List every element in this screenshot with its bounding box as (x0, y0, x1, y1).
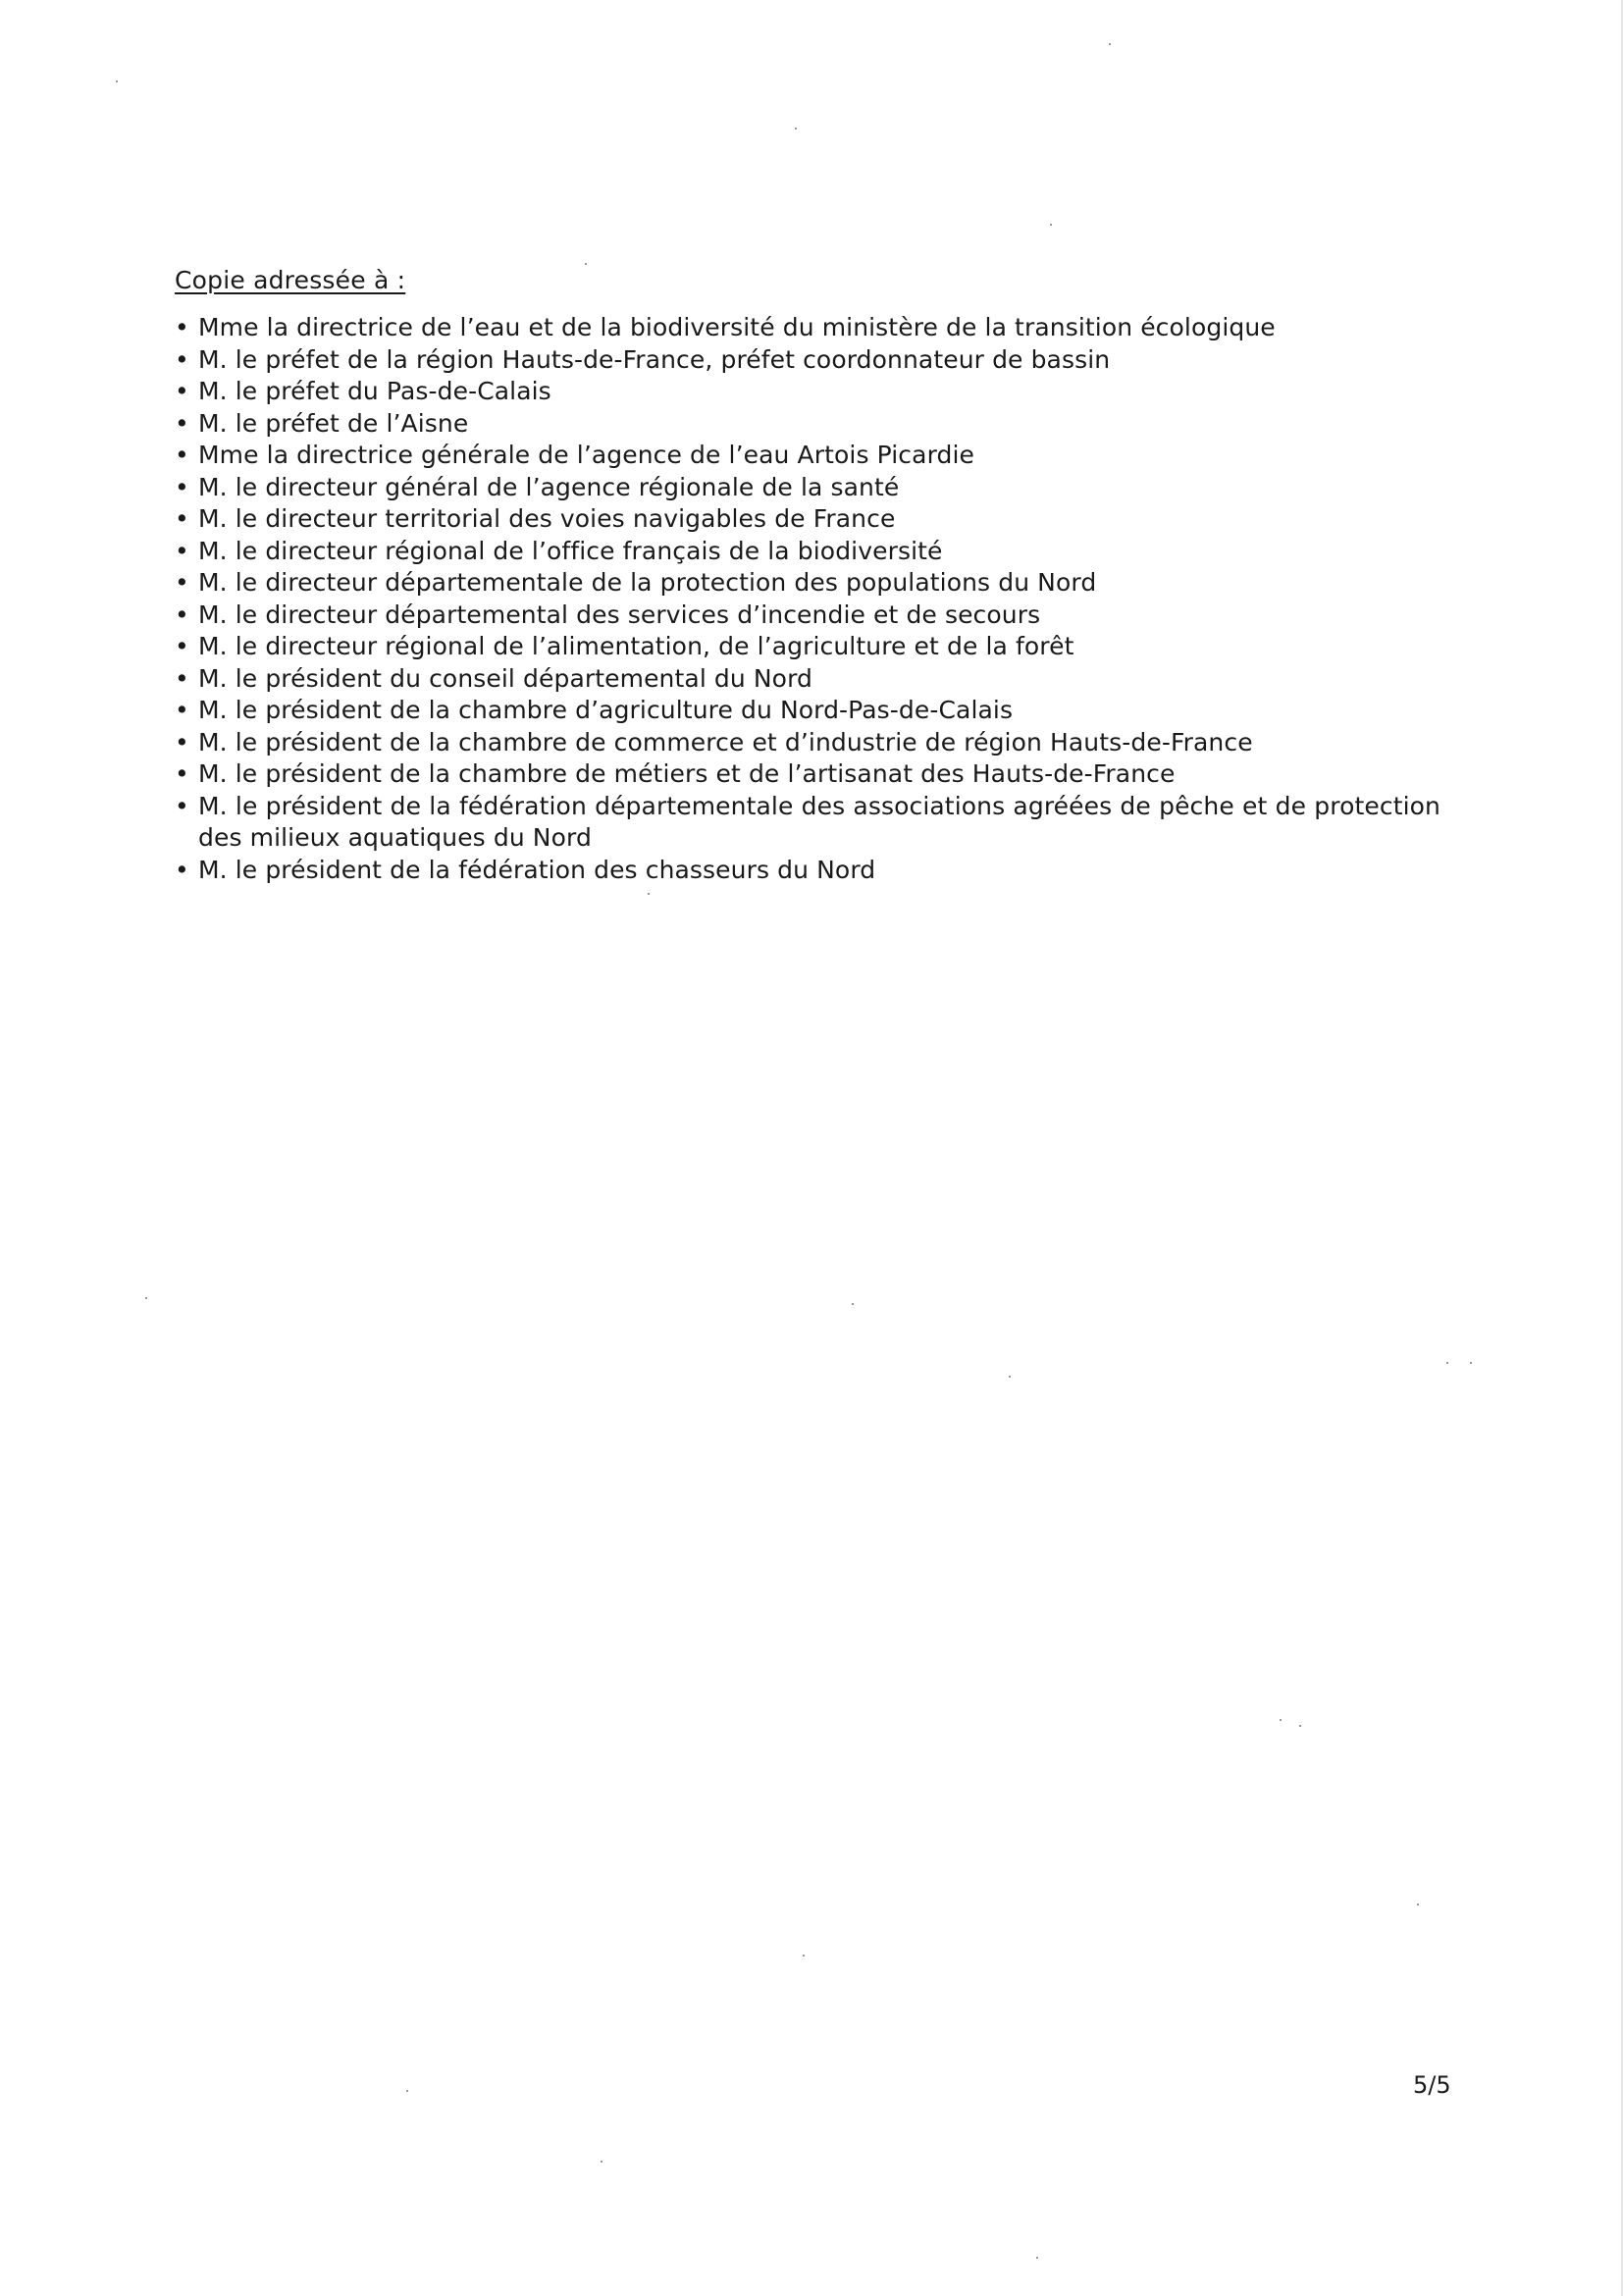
list-item (175, 503, 1440, 536)
bullet: • (175, 855, 189, 884)
recipient-text: M. le président de la fédération des chasseurs du Nord (198, 855, 876, 884)
bullet: • (175, 568, 189, 597)
list-item (175, 312, 1440, 344)
bullet: • (175, 696, 189, 724)
copy-heading: Copie adressée à : (175, 266, 406, 294)
bullet: • (175, 408, 189, 438)
list-item (175, 408, 1440, 441)
recipient-text: M. le président du conseil départemental du Nord (198, 663, 812, 693)
recipient-text: M. le président de la chambre de commerce et d’industrie de région Hauts-de-France (198, 727, 1253, 757)
recipient-text: M. le président de la fédération départementale des associations agréées de pêche et de protection des milieux aquatiques du Nord (198, 791, 1440, 852)
bullet: • (175, 663, 189, 693)
bullet: • (175, 632, 189, 660)
scan-speck (145, 1297, 147, 1299)
list-item (175, 376, 1440, 408)
recipient-text: M. le président de la chambre de métiers et de l’artisanat des Hauts-de-France (198, 759, 1176, 788)
list-item (175, 695, 1440, 727)
scan-speck (1299, 1725, 1301, 1727)
recipient-text: M. le directeur régional de l’office français de la biodiversité (198, 536, 943, 565)
bullet: • (175, 759, 189, 788)
recipient-list (175, 312, 1440, 886)
recipient-text: M. le préfet de la région Hauts-de-France, préfet coordonnateur de bassin (198, 344, 1111, 374)
list-item (175, 758, 1440, 791)
scan-speck (803, 1955, 805, 1957)
recipient-text: M. le président de la chambre d’agriculture du Nord-Pas-de-Calais (198, 696, 1014, 724)
bullet: • (175, 377, 189, 405)
recipient-text: Mme la directrice générale de l’agence de l’eau Artois Picardie (198, 441, 975, 469)
list-item (175, 631, 1440, 663)
scan-speck (406, 2090, 408, 2092)
bullet: • (175, 441, 189, 469)
scan-speck (601, 2161, 602, 2163)
scan-speck (1417, 1904, 1419, 1905)
page-number: 5/5 (1413, 2071, 1451, 2099)
scan-speck (1009, 1376, 1011, 1378)
recipient-text: Mme la directrice de l’eau et de la biodiversité du ministère de la transition écologique (198, 313, 1276, 341)
bullet: • (175, 536, 189, 565)
bullet: • (175, 727, 189, 757)
scan-speck (1036, 2257, 1038, 2259)
list-item (175, 536, 1440, 568)
bullet: • (175, 600, 189, 629)
bullet: • (175, 344, 189, 374)
bullet: • (175, 313, 189, 341)
recipient-text: M. le directeur général de l’agence régionale de la santé (198, 472, 900, 501)
scan-speck (1446, 1362, 1448, 1364)
bullet: • (175, 504, 189, 533)
recipient-text: M. le préfet de l’Aisne (198, 408, 469, 438)
list-item (175, 344, 1440, 377)
list-item (175, 440, 1440, 472)
recipient-text: M. le directeur territorial des voies navigables de France (198, 504, 896, 533)
scan-speck (648, 893, 650, 895)
scan-speck (585, 263, 587, 265)
scan-speck (1470, 1362, 1472, 1364)
scan-speck (1050, 224, 1052, 226)
list-item (175, 567, 1440, 600)
bullet: • (175, 791, 189, 820)
recipient-text: M. le préfet du Pas-de-Calais (198, 377, 551, 405)
list-item (175, 855, 1440, 887)
scan-speck (852, 1303, 854, 1305)
scan-speck (1109, 43, 1111, 45)
scan-speck (795, 128, 797, 130)
scan-speck (116, 80, 118, 82)
list-item (175, 472, 1440, 504)
list-item (175, 663, 1440, 696)
bullet: • (175, 472, 189, 501)
recipient-text: M. le directeur départemental des services d’incendie et de secours (198, 600, 1041, 629)
scan-speck (1280, 1719, 1282, 1721)
list-item (175, 791, 1440, 855)
recipient-text: M. le directeur départementale de la protection des populations du Nord (198, 568, 1097, 597)
recipient-text: M. le directeur régional de l’alimentation, de l’agriculture et de la forêt (198, 632, 1074, 660)
list-item (175, 727, 1440, 759)
list-item (175, 600, 1440, 632)
